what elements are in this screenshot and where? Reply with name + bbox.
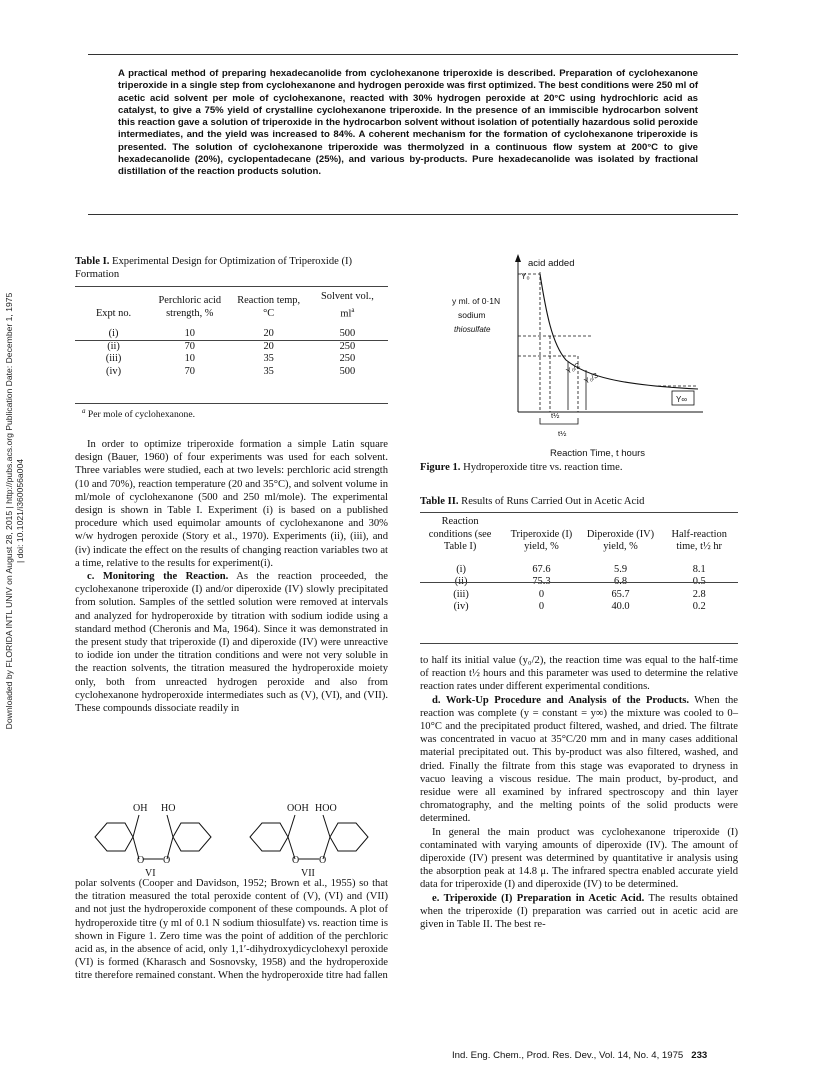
table2 [420, 516, 738, 614]
y-half-label: Y₀/2 [564, 360, 582, 376]
hoo-label: HOO [315, 803, 337, 814]
section-heading: e. Triperoxide (I) Preparation in Acetic Acid. [432, 892, 645, 904]
cyclohexane-ring [173, 823, 211, 851]
oh-label: OH [133, 803, 148, 814]
table1-header-row [78, 291, 388, 320]
oxygen-label: O [137, 855, 145, 866]
ho-label: HO [161, 803, 176, 814]
y-third-label: Y₀/3 [582, 370, 600, 386]
table2-bottom-rule [420, 643, 738, 644]
figure1-caption: Figure 1. Hydroperoxide titre vs. reaction time. [420, 462, 623, 473]
table-row: (ii) 70 20 250 [107, 340, 356, 352]
section-heading: c. Monitoring the Reaction. [87, 571, 229, 583]
figure1-label: Figure 1. [420, 462, 461, 473]
table1-header: Perchloric acid strength, % [158, 295, 222, 319]
paragraph-section-c: c. Monitoring the Reaction. As the reaction proceeded, the cyclohexanone triperoxide (I) and/or diperoxide (IV) slowly precipitated from solution. Samples of the settled solution were removed at intervals and analyzed for hydroperoxide by titration with sodium iodide using a standard method (Cheronis and Ma, 1964). Since it was demonstrated in the present study that triperoxide (I) and diperoxide (IV) were unreactive to iodide ion under the titration conditions and were not very soluble in the reaction solvents, the titration measured the hydroperoxide moiety only, both from unreacted hydrogen peroxide and also from cyclohexanone hydroperoxide intermediates such as (V), (VI), and (VII). These compounds dissociate readily in [75, 571, 388, 715]
table1-caption [75, 255, 375, 281]
x-axis-label: Reaction Time, t hours [550, 448, 646, 459]
journal-citation: Ind. Eng. Chem., Prod. Res. Dev., Vol. 14, No. 4, 1975 [452, 1050, 684, 1061]
structures-vi-vii [75, 797, 395, 877]
oxygen-label: O [163, 855, 171, 866]
table2-header: Triperoxide (I) yield, % [510, 528, 573, 552]
titre-curve [540, 274, 698, 389]
t-half-label: t½ [551, 411, 560, 420]
table2-header-rule [420, 582, 738, 583]
cyclohexane-ring [95, 823, 133, 851]
paragraph: In general the main product was cyclohexanone triperoxide (I) contaminated with varying amounts of diperoxide (IV). The amount of diperoxide (IV) present was determined by quantitative ir analysis using the absorption peak at 14.8 μ. The infrared spectra enabled accurate yield data for triperoxide (I) and diperoxide (IV) to be determined. [420, 826, 738, 891]
table2-header: Reaction conditions (see Table I) [428, 516, 492, 552]
paragraph: to half its initial value (y₀/2), the reaction time was equal to the half-time of reaction t½ hours and this parameter was used to determine the relative reaction rates under different experimental conditions. [420, 655, 738, 693]
table1-header: Expt no. [95, 307, 132, 319]
oxygen-label: O [319, 855, 327, 866]
table1-bottom-rule [75, 403, 388, 404]
table1 [78, 291, 388, 378]
table-row: (i) 67.6 5.9 8.1 [456, 563, 706, 575]
table1-top-rule [75, 286, 388, 287]
structure-vii-label: VII [301, 868, 315, 879]
table-row: (iii) 10 35 250 [105, 353, 356, 365]
page-number: 233 [691, 1050, 708, 1061]
y-axis-label: sodium [458, 310, 486, 320]
table2-title: Results of Runs Carried Out in Acetic Acid [458, 496, 645, 507]
table2-top-rule [420, 512, 738, 513]
table2-header: Half-reaction time, t½ hr [671, 528, 727, 552]
oxygen-label: O [292, 855, 300, 866]
table1-header-rule [75, 340, 388, 341]
top-rule [88, 54, 738, 55]
left-column-continued [75, 877, 388, 983]
y-axis-label: y ml. of 0·1N [452, 296, 501, 306]
t-half-label: t½ [558, 429, 567, 438]
y0-label: Y₀ [521, 272, 530, 281]
left-column-text [75, 438, 388, 715]
table-row: (i) 10 20 500 [108, 328, 356, 340]
section-heading: d. Work-Up Procedure and Analysis of the Products. [432, 694, 690, 706]
table1-title: Experimental Design for Optimization of Triperoxide (I) Formation [75, 256, 353, 280]
table2-label: Table II. [420, 496, 459, 507]
table1-header: Reaction temp, °C [237, 295, 301, 319]
y-axis-label: thiosulfate [454, 325, 491, 334]
paragraph-section-d: d. Work-Up Procedure and Analysis of the Products. When the reaction was complete (y = constant = y∞) the mixture was cooled to 0–10°C and the precipitated product filtered, washed, and dried. The filtrate was concentrated in vacuo at 35°C/20 mm and in many cases additional material precipitated out. This by-product was also filtered, washed, and dried. Finally the filtrate from this stage was evaporated to dryness in vacuo leaving a viscous residue. The main product, by-product, and residue were all examined by infrared spectroscopy and thin layer chromatography, and the melting points of the solid products were determined. [420, 694, 739, 825]
y-inf-label: Y∞ [676, 395, 688, 404]
download-side-note: Downloaded by FLORIDA INTL UNIV on August 28, 2015 | http://pubs.acs.org Publication Date: December 1, 1975 | doi: 10.1021/i360056a004 [4, 292, 25, 730]
table2-caption [420, 495, 740, 508]
table1-footnote: $^a$ Per mole of cyclohexanone. [82, 407, 195, 421]
abstract: A practical method of preparing hexadecanolide from cyclohexanone triperoxide is described. Preparation of cyclohexanone triperoxide in a single step from cyclohexanone and hydrogen peroxide was first optimized. The best conditions were 250 ml of acetic acid solvent per mole of cyclohexanone, reacted with 30% hydrogen peroxide at 20°C using hydrochloric acid as catalyst, to give a 75% yield of crystalline cyclohexanone triperoxide. In the presence of an immiscible hydrocarbon solvent this reaction gave a solution of triperoxide in the hydrocarbon solvent without isolation of potentially hazardous solid peroxide intermediates, and the yield was increased to 84%. A coherent mechanism for the formation of cyclohexanone triperoxide is presented. The solution of cyclohexanone triperoxide was thermolyzed in a continuous flow system at 200°C to give hexadecanolide (20%), cyclopentadecane (25%), and various by-products. Pure hexadecanolide was isolated by fractional distillation of the reaction products solution. [118, 68, 699, 178]
ooh-label: OOH [287, 803, 309, 814]
table-row: (iv) 0 40.0 0.2 [453, 601, 706, 612]
table1-header: Solvent vol., $ml^a$ [321, 291, 374, 319]
table2-header-row [420, 516, 738, 554]
cyclohexane-ring [330, 823, 368, 851]
right-column-text [420, 654, 738, 931]
structure-vi-label: VI [145, 868, 156, 879]
table-row: (iv) 70 35 500 [106, 365, 356, 377]
table-row: (iii) 0 65.7 2.8 [453, 588, 706, 600]
figure1-plot [418, 252, 718, 459]
acid-added-label: acid added [528, 258, 575, 269]
abstract-rule [88, 214, 738, 215]
table1-label: Table I. [75, 256, 110, 267]
paragraph: polar solvents (Cooper and Davidson, 1952; Brown et al., 1955) so that the titration measured the total peroxide content of (V), (VI) and (VII) and not just the hydroperoxide component of these compounds. A plot of hydroperoxide titre (y ml of 0.1 N sodium thiosulfate) vs. reaction time is shown in Figure 1. Zero time was the point of addition of the perchloric acid as, in the absence of acid, only 1,1′-dihydroxydicyclohexyl peroxide (VI) is formed (Kharasch and Sosnovsky, 1958) and the hydroperoxide titre therefore remained constant. When the hydroperoxide titre had fallen [75, 878, 388, 982]
cyclohexane-ring [250, 823, 288, 851]
paragraph: In order to optimize triperoxide formation a simple Latin square design (Bauer, 1960) of four experiments was used for each solvent. Three variables were studied, each at two levels: perchloric acid strength (10 and 70%), reaction temperature (20 and 35°C), and solvent volume in ml/mole of cyclohexanone (500 and 250 ml/mole). The experimental design is shown in Table I. Experiment (i) is based on a published procedure which used equimolar amounts of cyclohexanone and 30% w/w hydrogen peroxide (Story et al., 1970). Experiments (ii), (iii), and (iv) indicate the effect on the results of changing reaction variables two at a time, relative to the results for experiment(i). [75, 439, 388, 569]
paragraph-section-e: e. Triperoxide (I) Preparation in Acetic Acid. The results obtained when the triperoxide (I) preparation was carried out in acetic acid are given in Table II. The best re- [420, 892, 738, 931]
table2-header: Diperoxide (IV) yield, % [586, 528, 655, 552]
page-footer [452, 1050, 707, 1061]
y-axis-arrow [515, 254, 521, 262]
